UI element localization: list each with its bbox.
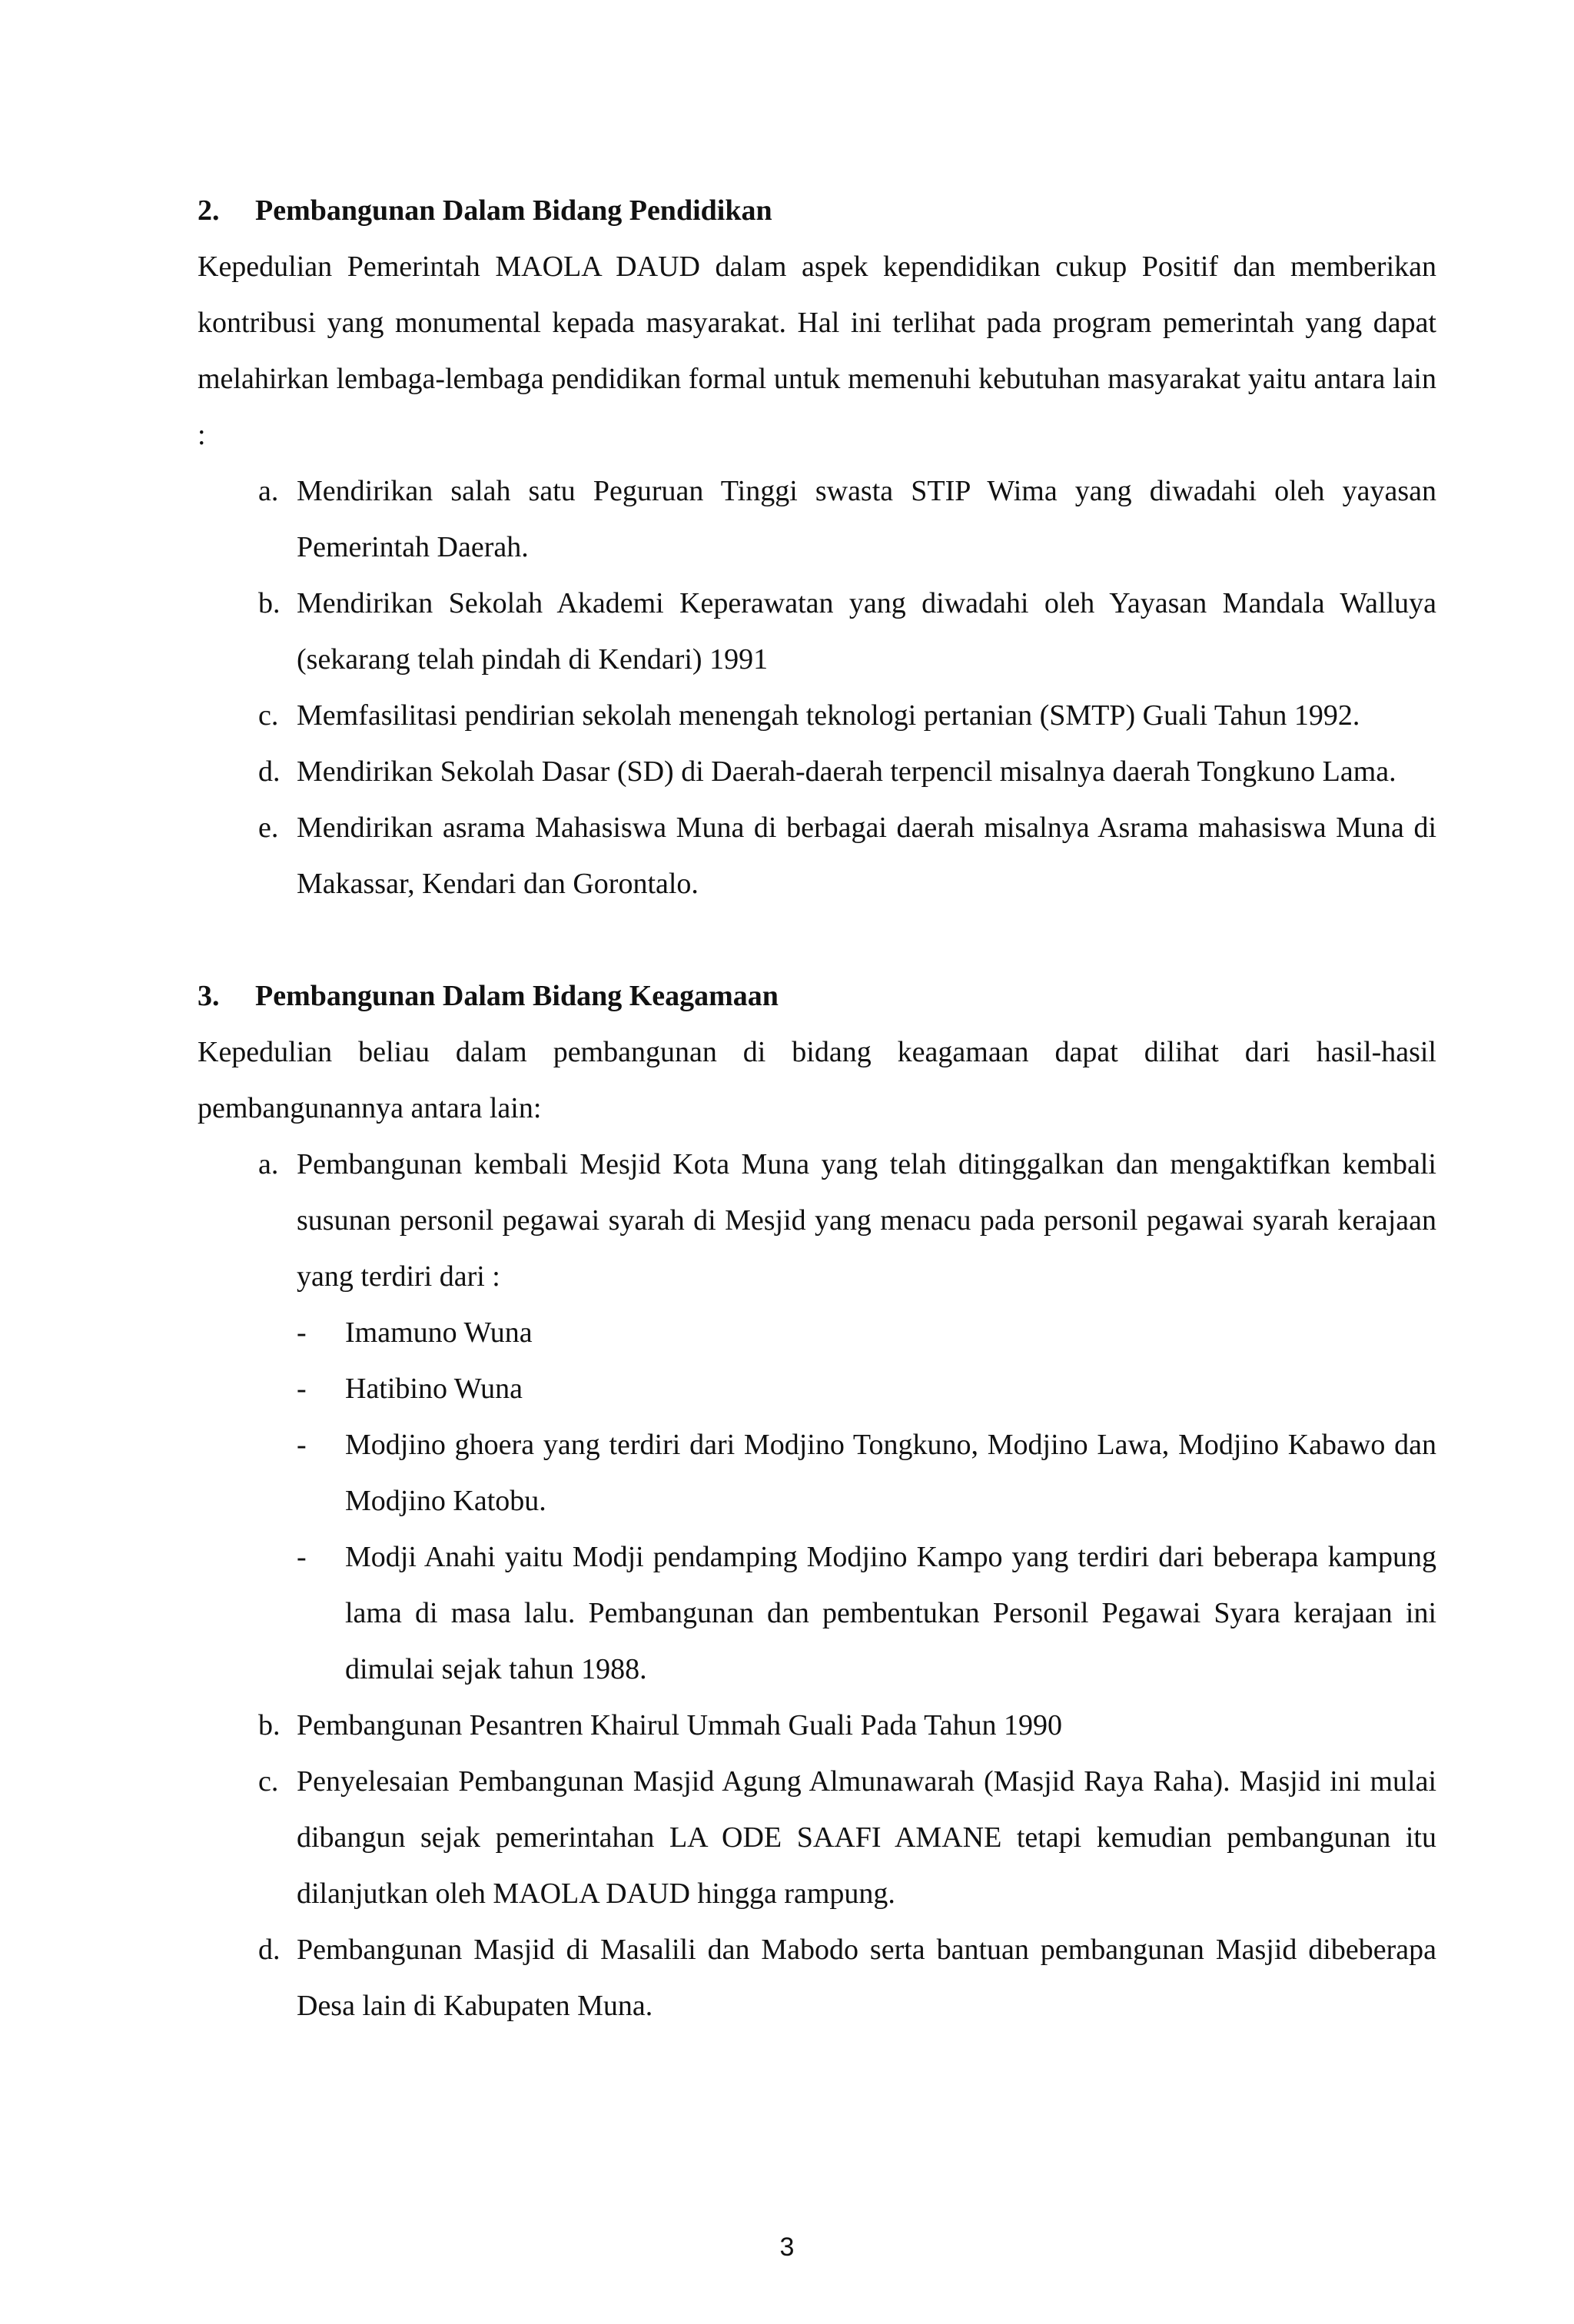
section-title: Pembangunan Dalam Bidang Keagamaan bbox=[255, 980, 779, 1012]
dash-bullet: - bbox=[297, 1316, 307, 1349]
list-item-letter: b. bbox=[258, 587, 281, 619]
section-number: 2. bbox=[198, 194, 220, 227]
list-item-text: Mendirikan Sekolah Akademi Keperawatan yang diwadahi oleh Yayasan Mandala Walluya (sekarang telah pindah di Kendari) 1991 bbox=[297, 587, 1436, 676]
list-item-letter: d. bbox=[258, 755, 281, 788]
sub-list-item-text: Modjino ghoera yang terdiri dari Modjino Tongkuno, Modjino Lawa, Modjino Kabawo dan Modjino Katobu. bbox=[345, 1429, 1436, 1517]
sub-list-item bbox=[297, 1361, 1436, 1417]
list-item-text: Pembangunan Masjid di Masalili dan Mabodo serta bantuan pembangunan Masjid dibeberapa Desa lain di Kabupaten Muna. bbox=[297, 1934, 1436, 2022]
list-item-body bbox=[297, 1137, 1436, 1698]
list-item-letter: a. bbox=[258, 475, 279, 507]
list-item bbox=[198, 1698, 1436, 1754]
list-item-text: Penyelesaian Pembangunan Masjid Agung Almunawarah (Masjid Raya Raha). Masjid ini mulai dibangun sejak pemerintahan LA ODE SAAFI AMANE tetapi kemudian pembangunan itu dilanjutkan oleh MAOLA DAUD hingga rampung. bbox=[297, 1765, 1436, 1910]
list-item-text: Pembangunan Pesantren Khairul Ummah Guali Pada Tahun 1990 bbox=[297, 1709, 1063, 1741]
list-item-letter: b. bbox=[258, 1709, 281, 1741]
list-item bbox=[198, 800, 1436, 912]
list-item-letter: c. bbox=[258, 699, 279, 732]
dash-bullet: - bbox=[297, 1429, 307, 1461]
list-item-text: Mendirikan asrama Mahasiswa Muna di berbagai daerah misalnya Asrama mahasiswa Muna di Makassar, Kendari dan Gorontalo. bbox=[297, 812, 1436, 900]
list-item-letter: d. bbox=[258, 1934, 281, 1966]
list-item bbox=[198, 463, 1436, 576]
list-item bbox=[198, 576, 1436, 688]
sub-list bbox=[297, 1305, 1436, 1698]
section-heading-pendidikan bbox=[198, 183, 1436, 239]
section-intro-paragraph: Kepedulian beliau dalam pembangunan di bidang keagamaan dapat dilihat dari hasil-hasil pembangunannya antara lain: bbox=[198, 1036, 1436, 1124]
sub-list-item-text: Hatibino Wuna bbox=[345, 1373, 523, 1405]
list-item-text: Mendirikan salah satu Peguruan Tinggi swasta STIP Wima yang diwadahi oleh yayasan Pemerintah Daerah. bbox=[297, 475, 1436, 563]
section-title: Pembangunan Dalam Bidang Pendidikan bbox=[255, 194, 772, 227]
religion-list bbox=[198, 1137, 1436, 2034]
list-item-letter: e. bbox=[258, 812, 279, 844]
dash-bullet: - bbox=[297, 1541, 307, 1573]
sub-list-item bbox=[297, 1305, 1436, 1361]
page-number: 3 bbox=[779, 2233, 795, 2262]
list-item-text: Memfasilitasi pendirian sekolah menengah teknologi pertanian (SMTP) Guali Tahun 1992. bbox=[297, 699, 1360, 732]
list-item-text: Pembangunan kembali Mesjid Kota Muna yang telah ditinggalkan dan mengaktifkan kembali susunan personil pegawai syarah di Mesjid yang menacu pada personil pegawai syarah kerajaan yang terdiri dari : bbox=[297, 1148, 1436, 1293]
list-item bbox=[198, 1922, 1436, 2034]
list-item bbox=[198, 1137, 1436, 1698]
sub-list-item-text: Modji Anahi yaitu Modji pendamping Modjino Kampo yang terdiri dari beberapa kampung lama di masa lalu. Pembangunan dan pembentukan Personil Pegawai Syara kerajaan ini dimulai sejak tahun 1988. bbox=[345, 1541, 1436, 1685]
list-item-text: Mendirikan Sekolah Dasar (SD) di Daerah-daerah terpencil misalnya daerah Tongkuno Lama. bbox=[297, 755, 1396, 788]
sub-list-item bbox=[297, 1417, 1436, 1529]
page-content bbox=[198, 183, 1436, 2034]
section-heading-keagamaan bbox=[198, 968, 1436, 1024]
list-item-letter: c. bbox=[258, 1765, 279, 1798]
section-spacer bbox=[198, 912, 1436, 968]
education-list bbox=[198, 463, 1436, 912]
sub-list-item bbox=[297, 1529, 1436, 1698]
dash-bullet: - bbox=[297, 1373, 307, 1405]
list-item bbox=[198, 744, 1436, 800]
list-item bbox=[198, 1754, 1436, 1922]
sub-list-item-text: Imamuno Wuna bbox=[345, 1316, 533, 1349]
list-item-letter: a. bbox=[258, 1148, 279, 1180]
section-intro-paragraph: Kepedulian Pemerintah MAOLA DAUD dalam aspek kependidikan cukup Positif dan memberikan kontribusi yang monumental kepada masyarakat. Hal ini terlihat pada program pemerintah yang dapat melahirkan lembaga-lembaga pendidikan formal untuk memenuhi kebutuhan masyarakat yaitu antara lain : bbox=[198, 251, 1436, 451]
section-number: 3. bbox=[198, 980, 220, 1012]
list-item bbox=[198, 688, 1436, 744]
